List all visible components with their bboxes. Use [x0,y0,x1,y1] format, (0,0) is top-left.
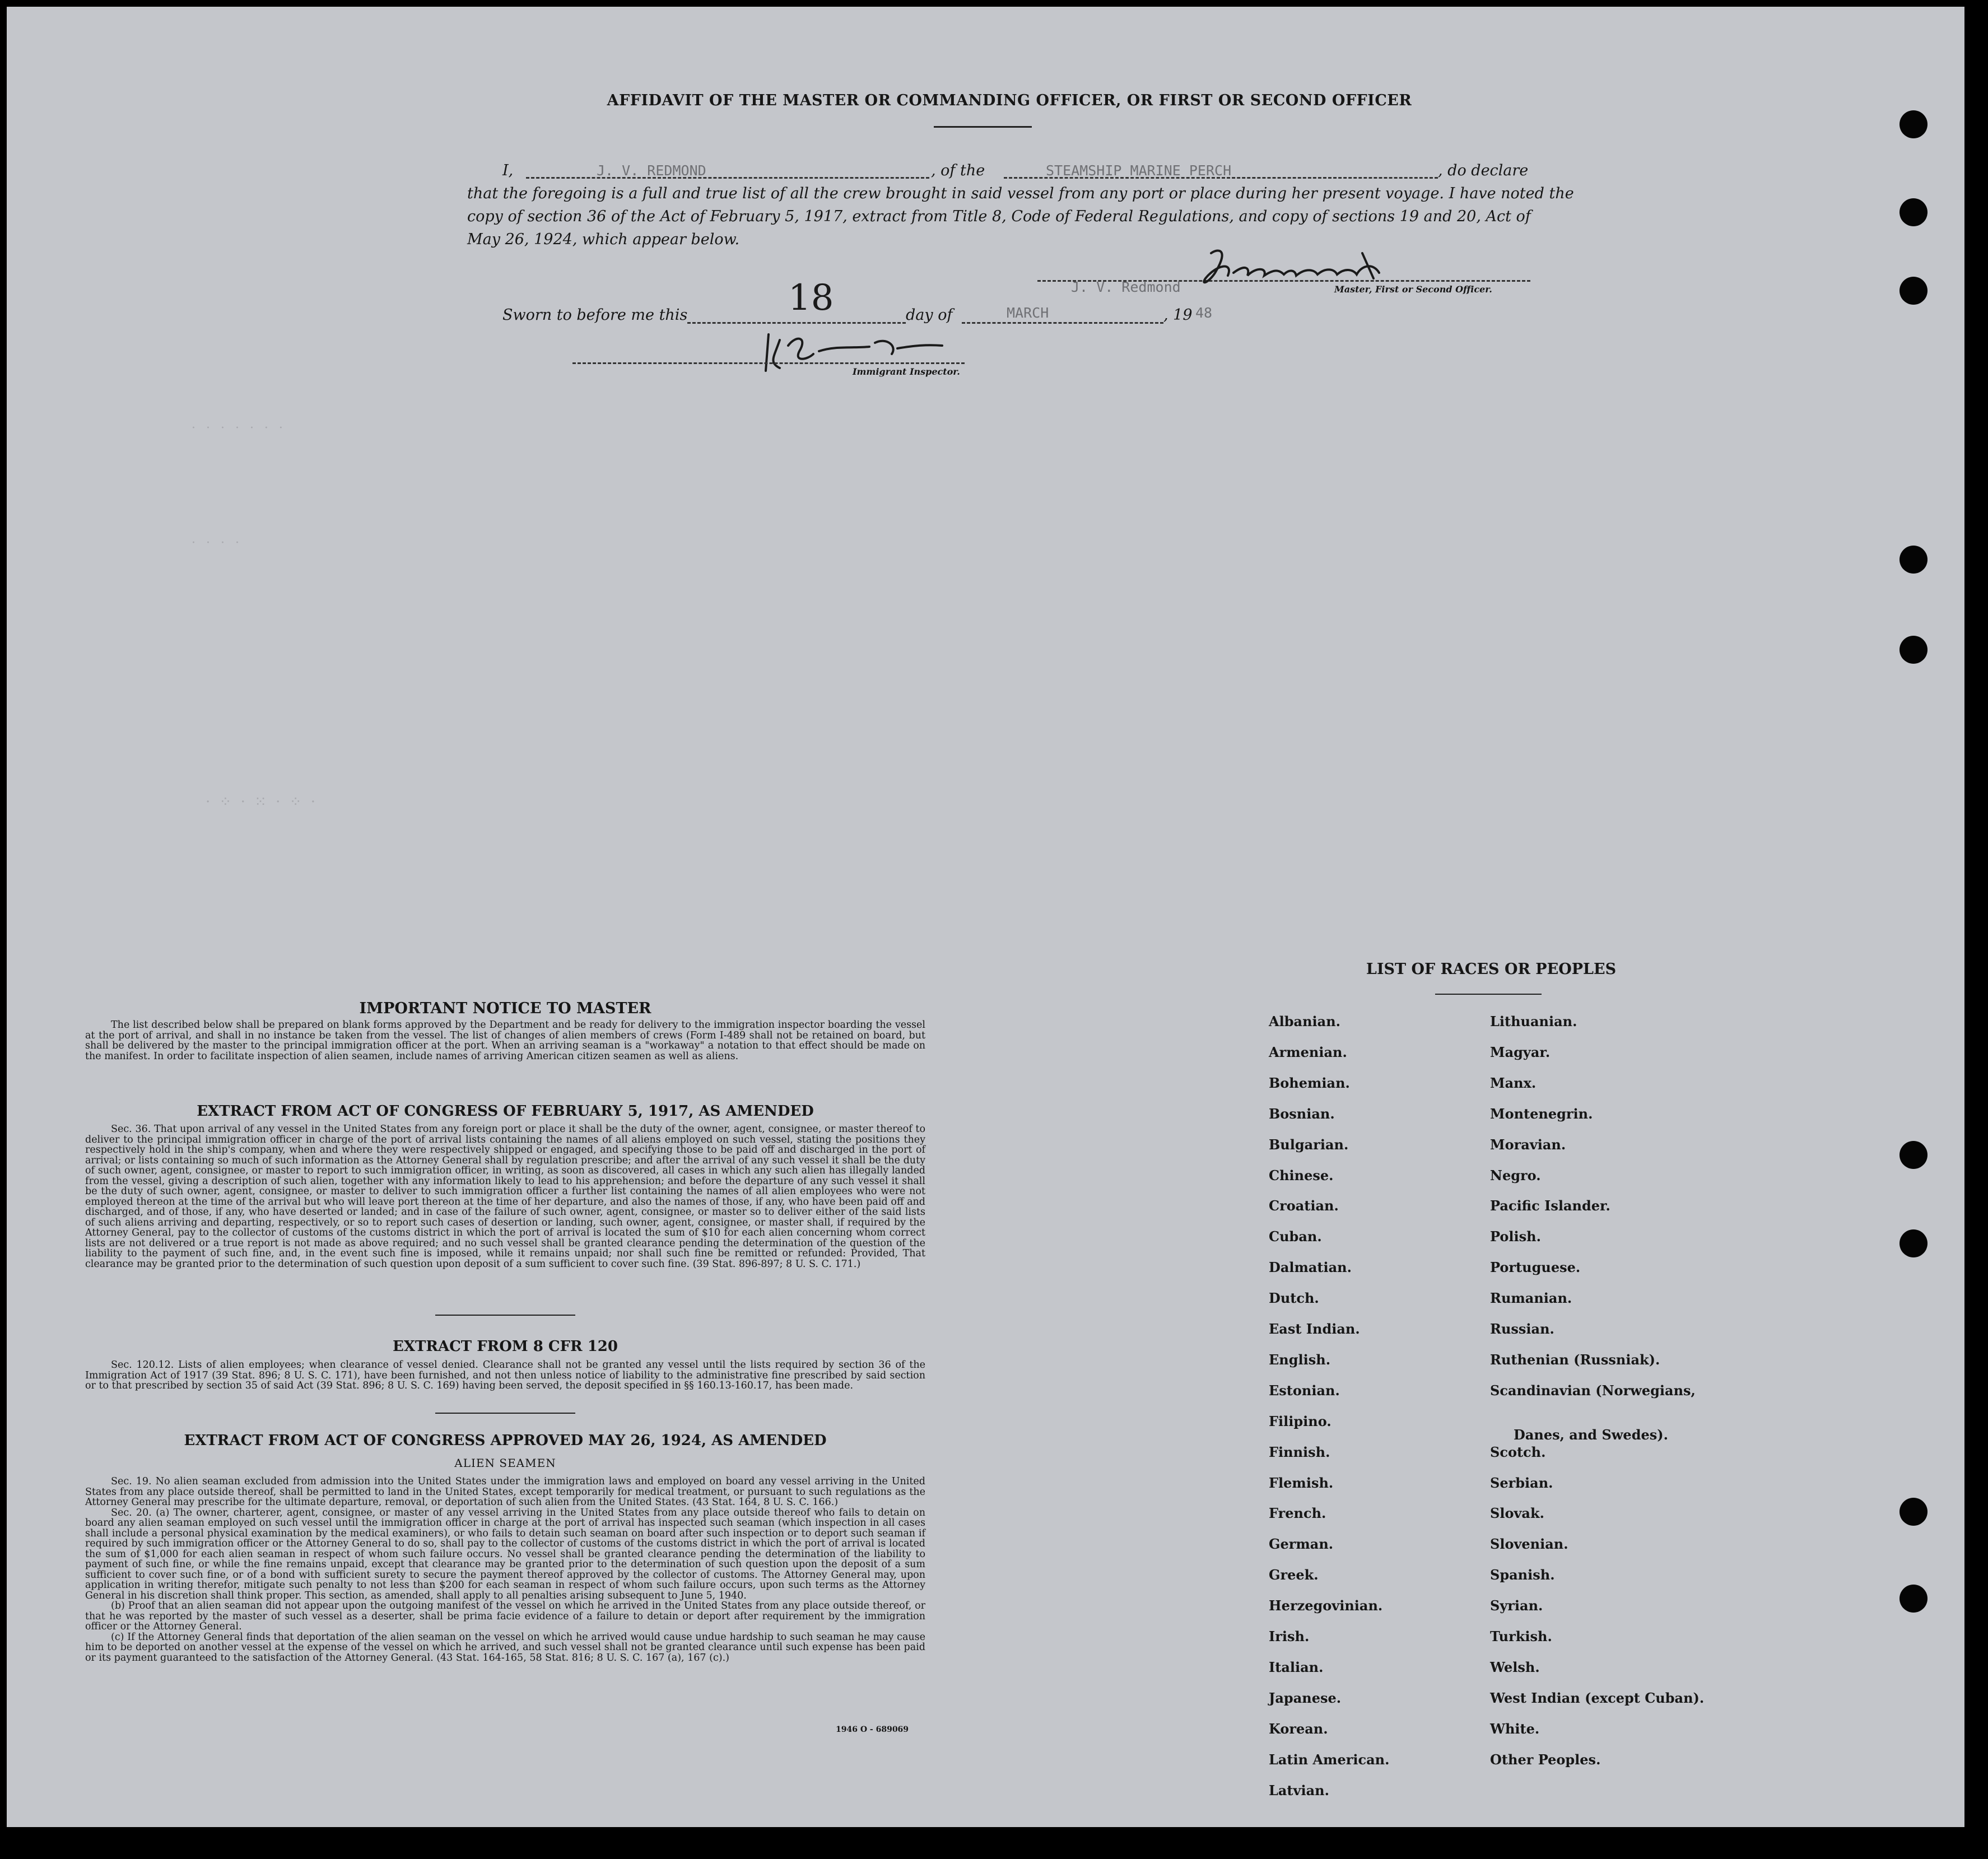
master-name-typed: J. V. REDMOND [597,162,706,179]
inspector-label: Immigrant Inspector. [853,366,960,377]
race-item: Scotch. [1490,1443,1546,1460]
race-item: Slovenian. [1490,1536,1568,1553]
vessel-typed: STEAMSHIP MARINE PERCH [1046,162,1232,179]
section-36-paragraph: Sec. 36. That upon arrival of any vessel in the United States from any foreign port or place it shall be the duty of the owner, agent, consignee, or master thereof to deliver to the principal immigration officer in charge of the port of arrival lists containing the names of all aliens employed on such vessel, stating the positions they respectively hold in the ship's company, when and where they were respectively shipped or engaged, and specifying those to be paid off and discharged in the port of arrival; or lists containing so much of such information as the Attorney General shall by regulation prescribe; and after the arrival of any such vessel it shall be the duty of such owner, agent, consignee, or master to report to such immigration officer, in writing, as soon as discovered, all cases in which any such alien has illegally landed from the vessel, giving a description of such alien, together with any information likely to lead to his apprehension; and before the departure of any such vessel it shall be the duty of such owner, agent, consignee, or master to deliver to such immigration officer a further list containing the names of all alien employees who were not employed thereon at the time of the arrival but who will leave port thereon at the time of her departure, and also the names of those, if any, who have been paid off and discharged, and of those, if any, who have deserted or landed; and in case of the failure of such owner, agent, consignee, or master so to deliver either of the said lists of such aliens arriving and departing, respectively, or so to report such cases of desertion or landing, such owner, agent, consignee, or master shall, if required by the Attorney General, pay to the collector of customs of the customs district in which the port of arrival is located the sum of $10 for each alien concerning whom correct lists are not delivered or a true report is not made as above required; and no such vessel shall be granted clearance pending the determination of the question of the liability to the payment of such fine, and, in the event such fine is imposed, while it remains unpaid; nor shall such fine be remitted or refunded: Provided, That clearance may be granted prior to the determination of such question upon deposit of a sum sufficient to cover such fine. (39 Stat. 896-897; 8 U. S. C. 171.) [85,1124,925,1270]
race-item: Welsh. [1490,1658,1540,1675]
race-item: White. [1490,1720,1540,1737]
inspector-signature-line [572,362,965,364]
race-item: English. [1269,1351,1331,1368]
race-item: Other Peoples. [1490,1751,1601,1768]
race-item: French. [1269,1505,1326,1522]
race-item: Croatian. [1269,1198,1339,1214]
extract-cfr-title: EXTRACT FROM 8 CFR 120 [393,1338,618,1355]
extract-1924-text [85,1476,925,1663]
race-item: Magyar. [1490,1043,1551,1060]
race-item: Latin American. [1269,1751,1390,1768]
affidavit-line-4: May 26, 1924, which appear below. [467,231,740,248]
races-title-underline [1435,994,1542,995]
sworn-month-fill-line [962,322,1163,324]
race-item: German. [1269,1536,1334,1553]
race-item: East Indian. [1269,1321,1360,1337]
alien-seamen-subtitle: ALIEN SEAMEN [454,1456,556,1470]
notice-text [85,1020,925,1061]
race-item: Montenegrin. [1490,1105,1593,1122]
document-page [7,7,1964,1827]
punch-hole [1899,1229,1928,1257]
notice-paragraph: The list described below shall be prepared on blank forms approved by the Department and be ready for delivery to the immigration inspector boarding the vessel at the port of arrival, and shall in no instance be taken from the vessel. The list of changes of alien members of crews (Form I-489 shall not be retained on board, but shall be delivered by the master to the principal immigration officer at the port. When an arriving seaman is a "workaway" a notation to that effect should be made on the manifest. In order to facilitate inspection of alien seamen, include names of arriving American citizen seamen as well as aliens. [85,1019,925,1062]
i-label: I, [502,162,514,179]
race-item: Finnish. [1269,1443,1330,1460]
race-item: Bohemian. [1269,1074,1350,1091]
year-suffix: 48 [1195,305,1213,321]
race-item: Herzegovinian. [1269,1597,1383,1614]
race-item: Scandinavian (Norwegians, [1490,1382,1696,1399]
punch-hole [1899,198,1928,226]
name-fill-line [526,177,929,179]
section-19-paragraph: Sec. 19. No alien seaman excluded from admission into the United States under the immigration laws and employed on board any vessel arriving in the United States from any place outside thereof, shall be permitted to land in the United States, except temporarily for medical treatment, or pursuant to such regulations as the Attorney General may prescribe for the ultimate departure, removal, or deportation of such alien from the United States. (43 Stat. 164, 8 U. S. C. 166.) [85,1476,925,1508]
faded-mark: · ⁘ · ⁙ · ⁘ · [206,794,318,810]
print-code: 1946 O - 689069 [836,1725,909,1734]
race-item: Irish. [1269,1628,1310,1644]
extract-1917-text [85,1124,925,1269]
master-signature-typed: J. V. Redmond [1071,279,1181,295]
sworn-day-fill-line [687,322,906,324]
race-item: Albanian. [1269,1013,1340,1029]
sworn-day: 18 [788,277,834,319]
race-item: Latvian. [1269,1782,1329,1799]
race-item: Japanese. [1269,1689,1342,1706]
race-item: Cuban. [1269,1228,1322,1245]
race-item: Ruthenian (Russniak). [1490,1351,1660,1368]
punch-hole [1899,636,1928,664]
race-item: Manx. [1490,1074,1537,1091]
race-item: Pacific Islander. [1490,1198,1610,1214]
race-item: West Indian (except Cuban). [1490,1689,1705,1706]
extract-cfr-text [85,1360,925,1391]
section-120-12-paragraph: Sec. 120.12. Lists of alien employees; when clearance of vessel denied. Clearance shall not be granted any vessel until the lists required by section 36 of the Immigration Act of 1917 (39 Stat. 896; 8 U. S. C. 171), have been furnished, and not then unless notice of liability to the administrative fine prescribed by said section or to that prescribed by section 35 of said Act (39 Stat. 896; 8 U. S. C. 169) having been served, the deposit specified in §§ 160.13-160.17, has been made. [85,1359,925,1391]
punch-hole [1899,277,1928,305]
race-item: Italian. [1269,1658,1324,1675]
day-of-label: day of [906,306,953,324]
of-the-label: , of the [931,162,985,179]
master-signature-label: Master, First or Second Officer. [1334,284,1492,295]
affidavit-line-3: copy of section 36 of the Act of February 5, 1917, extract from Title 8, Code of Federal Regulations, and copy of sections 19 and 20, Act of [467,208,1531,225]
race-item: Slovak. [1490,1505,1544,1522]
race-item: Armenian. [1269,1043,1347,1060]
affidavit-line-2: that the foregoing is a full and true list of all the crew brought in said vessel from any port or place during her present voyage. I have noted the [467,185,1574,202]
extract-1924-title: EXTRACT FROM ACT OF CONGRESS APPROVED MAY 26, 1924, AS AMENDED [184,1432,827,1449]
race-item: Dalmatian. [1269,1259,1352,1276]
title-underline [934,126,1032,128]
races-title: LIST OF RACES OR PEOPLES [1366,961,1617,978]
race-item: Korean. [1269,1720,1328,1737]
race-item: Flemish. [1269,1474,1334,1491]
punch-hole [1899,1498,1928,1526]
year-prefix: , 19 [1163,306,1193,324]
extract-1917-title: EXTRACT FROM ACT OF CONGRESS OF FEBRUARY 5, 1917, AS AMENDED [197,1103,814,1120]
race-item: Dutch. [1269,1290,1319,1307]
race-item: Estonian. [1269,1382,1340,1399]
race-item: Turkish. [1490,1628,1552,1644]
punch-hole [1899,546,1928,574]
race-item: Russian. [1490,1321,1554,1337]
race-item: Negro. [1490,1167,1541,1184]
punch-hole [1899,110,1928,138]
affidavit-title: AFFIDAVIT OF THE MASTER OR COMMANDING OFFICER, OR FIRST OR SECOND OFFICER [607,92,1412,109]
punch-hole [1899,1585,1928,1613]
notice-title: IMPORTANT NOTICE TO MASTER [359,1000,651,1017]
race-item: Chinese. [1269,1167,1334,1184]
race-item: Bosnian. [1269,1105,1335,1122]
divider [435,1413,575,1414]
section-20a-paragraph: Sec. 20. (a) The owner, charterer, agent, consignee, or master of any vessel arriving in the United States from any place outside thereof who fails to detain on board any alien seaman employed on such vessel until the immigration officer in charge at the port of arrival has inspected such seaman (which inspection in all cases shall include a personal physical examination by the medical examiners), or who fails to detain such seaman on board after such inspection or to deport such seaman if required by such immigration officer or the Attorney General to do so, shall pay to the collector of customs of the customs district in which the port of arrival is located the sum of $1,000 for each alien seaman in respect of whom such failure occurs. No vessel shall be granted clearance pending the determination of the liability to payment of such fine, or while the fine remains unpaid, except that clearance may be granted prior to the determination of such question upon the deposit of a sum sufficient to cover such fine, or of a bond with sufficient surety to secure the payment thereof approved by the collector of customs. The Attorney General may, upon application in writing therefor, mitigate such penalty to not less than $200 for each seaman in respect of whom such failure occurs, upon such terms as the Attorney General in his discretion shall think proper. This section, as amended, shall apply to all penalties arising subsequent to June 5, 1940. [85,1507,925,1601]
faded-mark: · · · · [192,536,243,550]
punch-hole [1899,1141,1928,1169]
sworn-month: MARCH [1007,305,1049,321]
race-item: Filipino. [1269,1413,1331,1429]
race-item: Rumanian. [1490,1290,1572,1307]
section-20c-paragraph: (c) If the Attorney General finds that deportation of the alien seaman on the vessel on which he arrived would cause undue hardship to such seaman he may cause him to be deported on another vessel at the expense of the vessel on which he arrived, and such vessel shall not be granted clearance until such expense has been paid or its payment guaranteed to the satisfaction of the Attorney General. (43 Stat. 164-165, 58 Stat. 816; 8 U. S. C. 167 (a), 167 (c).) [85,1631,925,1664]
race-item: Lithuanian. [1490,1013,1577,1029]
faded-mark: · · · · · · · [192,421,286,435]
race-item: Moravian. [1490,1136,1566,1153]
section-20b-paragraph: (b) Proof that an alien seaman did not appear upon the outgoing manifest of the vessel on which he arrived in the United States from any place outside thereof, or that he was reported by the master of such vessel as a deserter, shall be prima facie evidence of a failure to detain or deport after requirement by the immigration officer or the Attorney General. [85,1600,925,1632]
race-item: Spanish. [1490,1567,1555,1583]
race-item: Syrian. [1490,1597,1543,1614]
sworn-label: Sworn to before me this [502,306,688,324]
race-item: Polish. [1490,1228,1541,1245]
race-item: Danes, and Swedes). [1514,1426,1668,1443]
race-item: Serbian. [1490,1474,1553,1491]
do-declare-label: , do declare [1438,162,1529,179]
affidavit-line-1 [502,159,1544,182]
race-item: Portuguese. [1490,1259,1581,1276]
race-item: Bulgarian. [1269,1136,1349,1153]
race-item: Greek. [1269,1567,1319,1583]
divider [435,1315,575,1316]
